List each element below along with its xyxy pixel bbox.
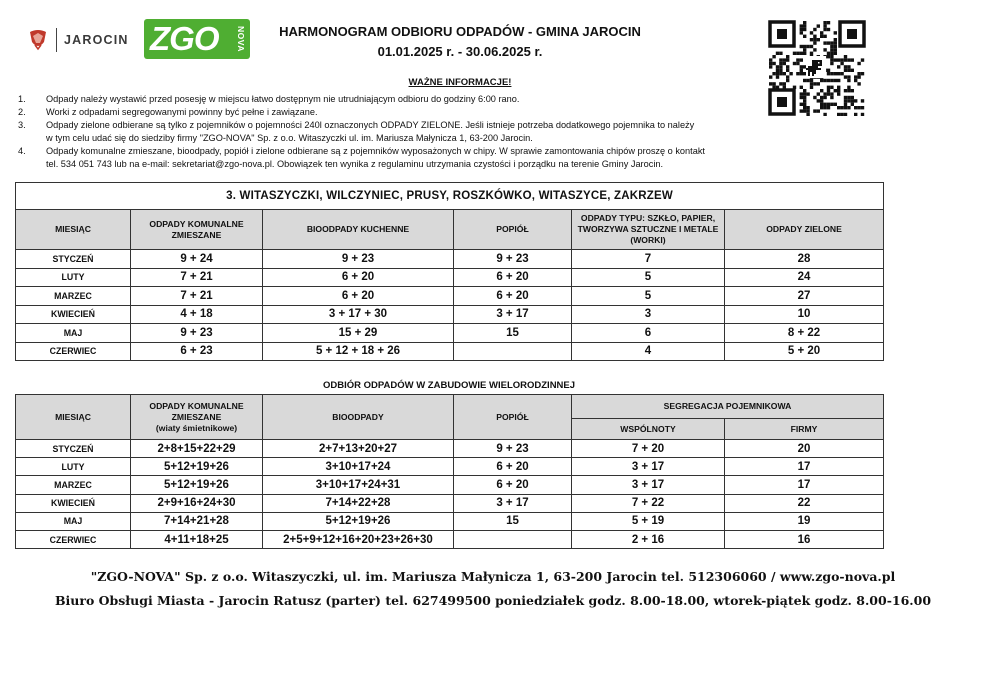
info-list [18,93,838,171]
date-cell [454,530,572,548]
date-cell: 5 + 20 [725,342,884,361]
date-cell: 3 [572,305,725,324]
date-cell: 8 + 22 [725,324,884,343]
date-cell: 6 + 20 [454,458,572,476]
date-cell: 3 + 17 [454,494,572,512]
date-cell: 15 [454,512,572,530]
date-cell: 20 [725,440,884,458]
month-cell: LUTY [16,458,131,476]
zgo-logo-text: ZGO [150,20,219,57]
jarocin-crest-icon [28,28,48,52]
date-cell: 4 + 18 [131,305,263,324]
date-cell: 5 [572,268,725,287]
multifamily-title: ODBIÓR ODPADÓW W ZABUDOWIE WIELORODZINNEJ [322,380,576,391]
table-row [16,305,884,324]
header-bio-kitchen: BIOODPADY KUCHENNE [263,210,454,250]
table-row [16,268,884,287]
date-cell: 2 + 16 [572,530,725,548]
date-cell: 4 [572,342,725,361]
logo-divider [56,28,57,52]
date-cell: 5+12+19+26 [131,476,263,494]
header-green-waste: ODPADY ZIELONE [725,210,884,250]
header-month: MIESIĄC [16,395,131,440]
month-cell: STYCZEŃ [16,440,131,458]
date-cell: 7 + 22 [572,494,725,512]
date-cell: 9 + 23 [454,250,572,269]
area-header-row [16,183,884,210]
nova-logo-text: NOVA [236,26,247,52]
info-item-4: 4. Odpady komunalne zmieszane, bioodpady, popiół i zielone odbierane są z pojemników wyposażonych w chipy. W sprawie zamontowania chipów proszę o kontakt tel. 534 051 743 lub na e-mail: sekretariat@zgo-nova.pl. Obowiązek ten wynika z regulaminu utrzymania czystości i porządku na terenie Gminy Jarocin. [18,146,705,169]
date-cell: 5 + 19 [572,512,725,530]
header-bio: BIOODPADY [263,395,454,440]
month-cell: MAJ [16,512,131,530]
date-cell: 10 [725,305,884,324]
info-heading: WAŻNE INFORMACJE! [408,77,512,88]
date-cell: 3+10+17+24+31 [263,476,454,494]
page-title: HARMONOGRAM ODBIORU ODPADÓW - GMINA JAROCIN [279,24,641,39]
date-cell: 7 [572,250,725,269]
date-cell: 5 + 12 + 18 + 26 [263,342,454,361]
title-block [230,22,690,62]
date-cell: 22 [725,494,884,512]
header-ash: POPIÓŁ [454,210,572,250]
date-cell: 16 [725,530,884,548]
month-cell: LUTY [16,268,131,287]
date-cell: 9 + 23 [263,250,454,269]
header-recyclables: ODPADY TYPU: SZKŁO, PAPIER, TWORZYWA SZTUCZNE I METALE (WORKI) [572,210,725,250]
table-row [16,476,884,494]
dino-icon [806,56,826,78]
table-row [16,324,884,343]
month-cell: KWIECIEŃ [16,494,131,512]
header-companies: FIRMY [725,419,884,440]
date-cell: 5 [572,287,725,306]
date-cell: 2+5+9+12+16+20+23+26+30 [263,530,454,548]
date-cell: 6 + 20 [263,287,454,306]
date-cell: 3 + 17 [572,476,725,494]
date-cell: 7 + 21 [131,268,263,287]
date-cell: 4+11+18+25 [131,530,263,548]
table-row [16,250,884,269]
table-row [16,440,884,458]
header-segregation: SEGREGACJA POJEMNIKOWA [572,395,884,419]
header-month: MIESIĄC [16,210,131,250]
footer-company-info: "ZGO-NOVA" Sp. z o.o. Witaszyczki, ul. im. Mariusza Małynicza 1, 63-200 Jarocin tel. 512306060 / www.zgo-nova.pl [90,569,896,584]
date-cell: 7 + 21 [131,287,263,306]
date-cell: 6 + 20 [263,268,454,287]
date-cell: 2+9+16+24+30 [131,494,263,512]
date-cell: 24 [725,268,884,287]
header-mixed-waste: ODPADY KOMUNALNE ZMIESZANE (wiaty śmietnikowe) [131,395,263,440]
date-cell: 6 + 20 [454,287,572,306]
header-mixed-waste: ODPADY KOMUNALNE ZMIESZANE [131,210,263,250]
date-cell: 7+14+22+28 [263,494,454,512]
table1-header-row [16,210,884,250]
date-cell: 5+12+19+26 [131,458,263,476]
date-cell: 6 + 23 [131,342,263,361]
date-cell: 2+8+15+22+29 [131,440,263,458]
date-cell: 17 [725,458,884,476]
table2-header-row [16,395,884,419]
table-row [16,458,884,476]
date-cell: 15 [454,324,572,343]
schedule-table-multifamily [15,394,884,549]
date-cell: 15 + 29 [263,324,454,343]
date-cell: 6 + 20 [454,476,572,494]
table-row [16,530,884,548]
month-cell: CZERWIEC [16,530,131,548]
date-cell: 6 [572,324,725,343]
date-cell: 5+12+19+26 [263,512,454,530]
month-cell: STYCZEŃ [16,250,131,269]
date-cell: 28 [725,250,884,269]
month-cell: MARZEC [16,476,131,494]
month-cell: KWIECIEŃ [16,305,131,324]
jarocin-logo-text: JAROCIN [64,33,129,47]
date-cell [454,342,572,361]
date-cell: 9 + 23 [131,324,263,343]
date-cell: 27 [725,287,884,306]
table-row [16,512,884,530]
jarocin-logo [28,28,129,52]
footer-office-info: Biuro Obsługi Miasta - Jarocin Ratusz (parter) tel. 627499500 poniedziałek godz. 8.00-18.00, wtorek-piątek godz. 8.00-16.00 [54,593,932,608]
header-shared: WSPÓLNOTY [572,419,725,440]
month-cell: MARZEC [16,287,131,306]
table-row [16,494,884,512]
date-cell: 17 [725,476,884,494]
info-item-1: 1. Odpady należy wystawić przed posesję w miejscu łatwo dostępnym nie utrudniającym odbioru do godziny 6:00 rano. [18,94,520,104]
schedule-table-area-3 [15,182,884,361]
table-row [16,342,884,361]
month-cell: CZERWIEC [16,342,131,361]
date-cell: 7 + 20 [572,440,725,458]
info-item-2: 2. Worki z odpadami segregowanymi powinny być pełne i zawiązane. [18,107,318,117]
date-cell: 2+7+13+20+27 [263,440,454,458]
date-cell: 9 + 23 [454,440,572,458]
date-cell: 3 + 17 [454,305,572,324]
date-range: 01.01.2025 r. - 30.06.2025 r. [377,44,543,59]
date-cell: 6 + 20 [454,268,572,287]
area-name: 3. WITASZYCZKI, WILCZYNIEC, PRUSY, ROSZKÓWKO, WITASZYCE, ZAKRZEW [16,183,884,210]
info-item-3: 3. Odpady zielone odbierane są tylko z pojemników o pojemności 240l oznaczonych ODPADY ZIELONE. Jeśli istnieje potrzeba dodatkowego pojemnika to należy w tym celu udać się do siedziby firmy "ZGO-NOVA" Sp. z o.o. Witaszyczki ul. im. Mariusza Małynicza 1, 63-200 Jarocin. [18,120,695,143]
date-cell: 7+14+21+28 [131,512,263,530]
header-ash: POPIÓŁ [454,395,572,440]
date-cell: 19 [725,512,884,530]
table-row [16,287,884,306]
month-cell: MAJ [16,324,131,343]
date-cell: 3 + 17 + 30 [263,305,454,324]
date-cell: 9 + 24 [131,250,263,269]
date-cell: 3 + 17 [572,458,725,476]
date-cell: 3+10+17+24 [263,458,454,476]
